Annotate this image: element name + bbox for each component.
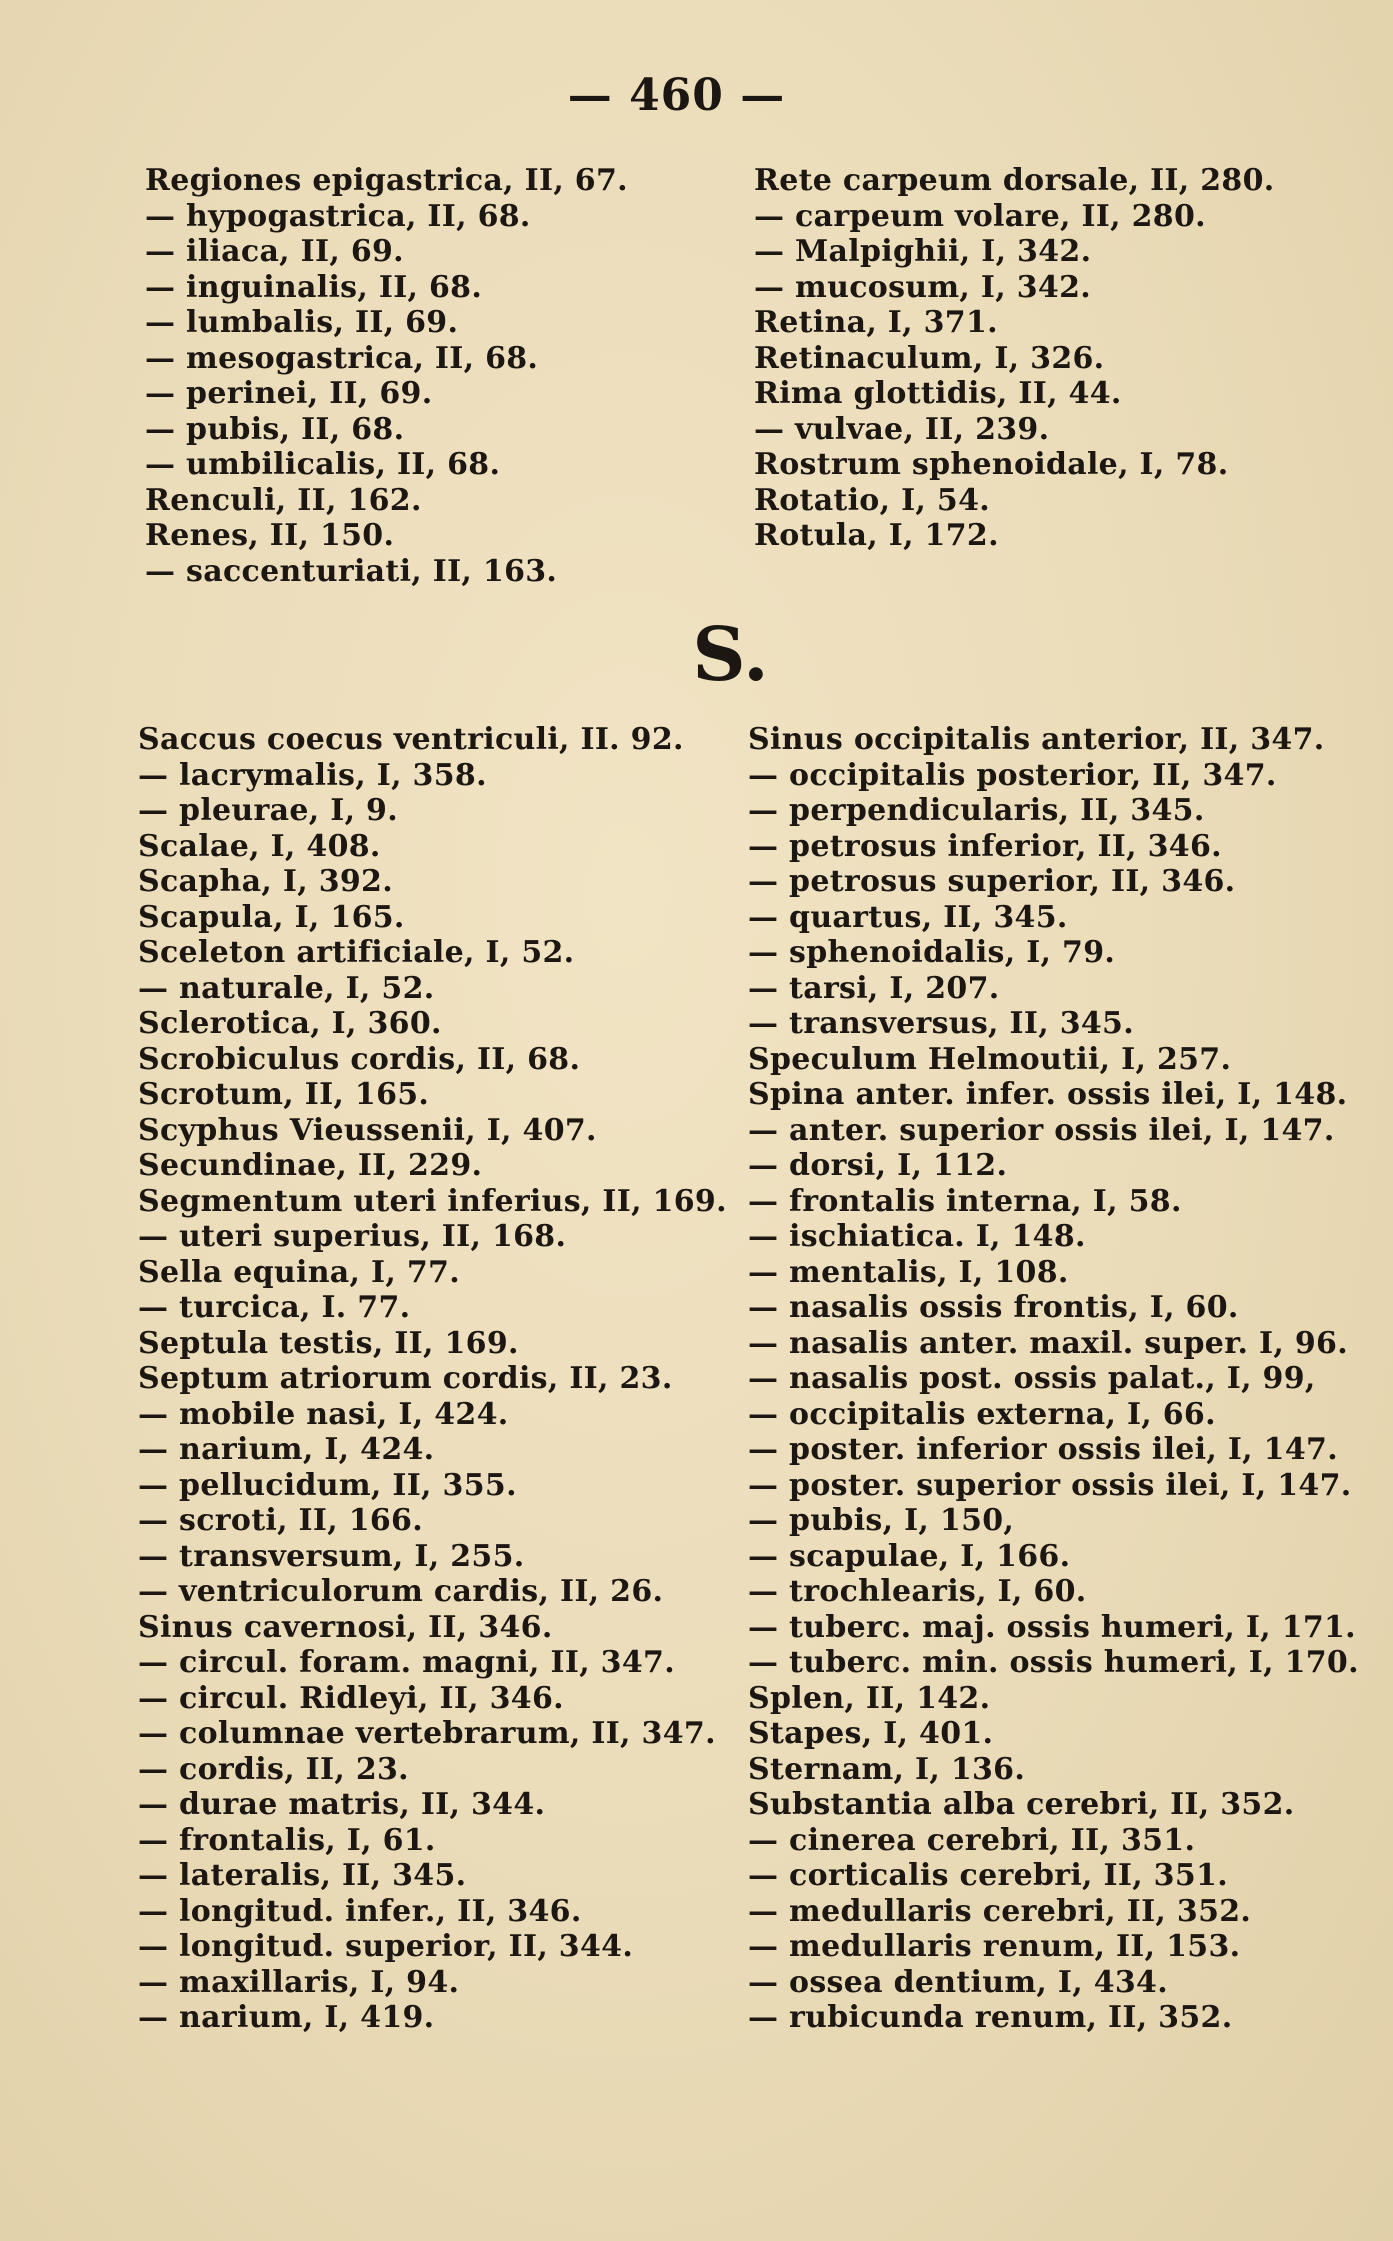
index-entry: — nasalis anter. maxil. super. I, 96. bbox=[748, 1325, 1348, 1361]
index-entry: — umbilicalis, II, 68. bbox=[145, 447, 501, 482]
index-entry: — frontalis, I, 61. bbox=[138, 1822, 436, 1858]
index-entry: Retina, I, 371. bbox=[754, 305, 998, 340]
index-entry: — pleurae, I, 9. bbox=[138, 793, 398, 828]
index-entry: — maxillaris, I, 94. bbox=[138, 1964, 460, 2000]
index-entry: — occipitalis externa, I, 66. bbox=[748, 1396, 1216, 1432]
index-entry: — mobile nasi, I, 424. bbox=[138, 1396, 509, 1432]
index-entry: Sclerotica, I, 360. bbox=[138, 1006, 442, 1041]
index-entry: Rostrum sphenoidale, I, 78. bbox=[754, 447, 1229, 482]
index-entry: — pellucidum, II, 355. bbox=[138, 1467, 517, 1503]
index-entry: Sinus occipitalis anterior, II, 347. bbox=[748, 722, 1325, 757]
index-entry: — medullaris cerebri, II, 352. bbox=[748, 1893, 1252, 1929]
index-entry: — perinei, II, 69. bbox=[145, 376, 433, 411]
index-entry: Rete carpeum dorsale, II, 280. bbox=[754, 163, 1275, 198]
index-entry: — lumbalis, II, 69. bbox=[145, 305, 459, 340]
index-entry: Sinus cavernosi, II, 346. bbox=[138, 1609, 553, 1645]
index-column-bottom-right bbox=[748, 722, 1359, 2036]
index-entry: — nasalis ossis frontis, I, 60. bbox=[748, 1290, 1239, 1325]
index-entry: — perpendicularis, II, 345. bbox=[748, 793, 1205, 828]
index-entry: Secundinae, II, 229. bbox=[138, 1148, 483, 1183]
index-entry: — anter. superior ossis ilei, I, 147. bbox=[748, 1112, 1335, 1148]
page-number: — 460 — bbox=[567, 70, 786, 121]
index-entry: — transversum, I, 255. bbox=[138, 1538, 525, 1574]
index-entry: — narium, I, 424. bbox=[138, 1432, 435, 1467]
index-entry: — poster. superior ossis ilei, I, 147. bbox=[748, 1467, 1352, 1503]
index-entry: — mucosum, I, 342. bbox=[754, 269, 1091, 305]
index-entry: — uteri superius, II, 168. bbox=[138, 1219, 567, 1254]
index-entry: — mentalis, I, 108. bbox=[748, 1254, 1069, 1290]
index-entry: — ischiatica. I, 148. bbox=[748, 1219, 1086, 1254]
index-entry: — medullaris renum, II, 153. bbox=[748, 1929, 1241, 1964]
index-entry: — frontalis interna, I, 58. bbox=[748, 1183, 1182, 1219]
index-entry: — poster. inferior ossis ilei, I, 147. bbox=[748, 1432, 1338, 1467]
index-entry: — corticalis cerebri, II, 351. bbox=[748, 1858, 1228, 1893]
index-entry: — ossea dentium, I, 434. bbox=[748, 1964, 1168, 2000]
index-entry: — Malpighii, I, 342. bbox=[754, 234, 1092, 269]
index-entry: — occipitalis posterior, II, 347. bbox=[748, 757, 1277, 793]
index-entry: Scyphus Vieussenii, I, 407. bbox=[138, 1112, 597, 1148]
index-entry: Scrotum, II, 165. bbox=[138, 1077, 430, 1112]
index-entry: Renculi, II, 162. bbox=[145, 482, 422, 518]
index-entry: Retinaculum, I, 326. bbox=[754, 340, 1105, 376]
index-entry: Rotatio, I, 54. bbox=[754, 482, 991, 518]
index-entry: — circul. foram. magni, II, 347. bbox=[138, 1645, 675, 1680]
index-entry: — hypogastrica, II, 68. bbox=[145, 198, 531, 234]
section-letter-heading: S. bbox=[692, 612, 769, 698]
index-entry: — longitud. superior, II, 344. bbox=[138, 1929, 634, 1964]
index-entry: — dorsi, I, 112. bbox=[748, 1148, 1008, 1183]
index-entry: — transversus, II, 345. bbox=[748, 1006, 1134, 1041]
index-entry: — carpeum volare, II, 280. bbox=[754, 198, 1206, 234]
index-entry: — quartus, II, 345. bbox=[748, 899, 1068, 935]
index-column-bottom-left bbox=[138, 722, 727, 2036]
index-entry: Sella equina, I, 77. bbox=[138, 1254, 460, 1290]
index-entry: Speculum Helmoutii, I, 257. bbox=[748, 1041, 1232, 1077]
index-entry: — pubis, II, 68. bbox=[145, 411, 405, 447]
index-entry: Scapha, I, 392. bbox=[138, 864, 393, 899]
index-entry: — petrosus inferior, II, 346. bbox=[748, 828, 1222, 864]
index-entry: — cinerea cerebri, II, 351. bbox=[748, 1822, 1196, 1858]
index-entry: — turcica, I. 77. bbox=[138, 1290, 411, 1325]
index-column-top-left bbox=[145, 163, 628, 589]
index-entry: — narium, I, 419. bbox=[138, 2000, 435, 2035]
index-column-top-right bbox=[754, 163, 1275, 554]
index-entry: Spina anter. infer. ossis ilei, I, 148. bbox=[748, 1077, 1348, 1112]
index-entry: Scrobiculus cordis, II, 68. bbox=[138, 1041, 581, 1077]
index-entry: — scroti, II, 166. bbox=[138, 1503, 423, 1538]
index-entry: — columnae vertebrarum, II, 347. bbox=[138, 1716, 716, 1751]
index-entry: — scapulae, I, 166. bbox=[748, 1538, 1071, 1574]
index-entry: — inguinalis, II, 68. bbox=[145, 269, 483, 305]
index-entry: — tuberc. min. ossis humeri, I, 170. bbox=[748, 1645, 1359, 1680]
index-entry: — lacrymalis, I, 358. bbox=[138, 757, 487, 793]
index-entry: Sceleton artificiale, I, 52. bbox=[138, 935, 575, 970]
index-entry: Stapes, I, 401. bbox=[748, 1716, 994, 1751]
index-entry: Septum atriorum cordis, II, 23. bbox=[138, 1361, 673, 1396]
index-entry: — mesogastrica, II, 68. bbox=[145, 340, 539, 376]
index-entry: — vulvae, II, 239. bbox=[754, 411, 1050, 447]
index-entry: — durae matris, II, 344. bbox=[138, 1787, 546, 1822]
index-entry: — ventriculorum cardis, II, 26. bbox=[138, 1574, 664, 1609]
index-entry: — lateralis, II, 345. bbox=[138, 1858, 467, 1893]
index-entry: Septula testis, II, 169. bbox=[138, 1325, 519, 1361]
index-entry: — rubicunda renum, II, 352. bbox=[748, 2000, 1233, 2035]
index-entry: Regiones epigastrica, II, 67. bbox=[145, 163, 628, 198]
index-entry: Rotula, I, 172. bbox=[754, 518, 999, 553]
index-entry: — circul. Ridleyi, II, 346. bbox=[138, 1680, 564, 1716]
index-entry: Substantia alba cerebri, II, 352. bbox=[748, 1787, 1295, 1822]
index-entry: Renes, II, 150. bbox=[145, 518, 395, 553]
index-entry: — iliaca, II, 69. bbox=[145, 234, 404, 269]
index-entry: — pubis, I, 150, bbox=[748, 1503, 1015, 1538]
index-entry: Segmentum uteri inferius, II, 169. bbox=[138, 1183, 727, 1219]
index-entry: — nasalis post. ossis palat., I, 99, bbox=[748, 1361, 1316, 1396]
index-entry: — petrosus superior, II, 346. bbox=[748, 864, 1236, 899]
index-entry: Saccus coecus ventriculi, II. 92. bbox=[138, 722, 684, 757]
index-entry: — trochlearis, I, 60. bbox=[748, 1574, 1087, 1609]
index-entry: — sphenoidalis, I, 79. bbox=[748, 935, 1116, 970]
index-entry: Scapula, I, 165. bbox=[138, 899, 405, 935]
index-entry: — tarsi, I, 207. bbox=[748, 970, 1000, 1006]
index-entry: Scalae, I, 408. bbox=[138, 828, 381, 864]
index-entry: — naturale, I, 52. bbox=[138, 970, 435, 1006]
index-entry: — tuberc. maj. ossis humeri, I, 171. bbox=[748, 1609, 1356, 1645]
index-entry: — cordis, II, 23. bbox=[138, 1751, 409, 1787]
index-entry: Splen, II, 142. bbox=[748, 1680, 991, 1716]
index-entry: Rima glottidis, II, 44. bbox=[754, 376, 1122, 411]
index-entry: Sternam, I, 136. bbox=[748, 1751, 1026, 1787]
index-entry: — saccenturiati, II, 163. bbox=[145, 553, 558, 589]
index-entry: — longitud. infer., II, 346. bbox=[138, 1893, 582, 1929]
